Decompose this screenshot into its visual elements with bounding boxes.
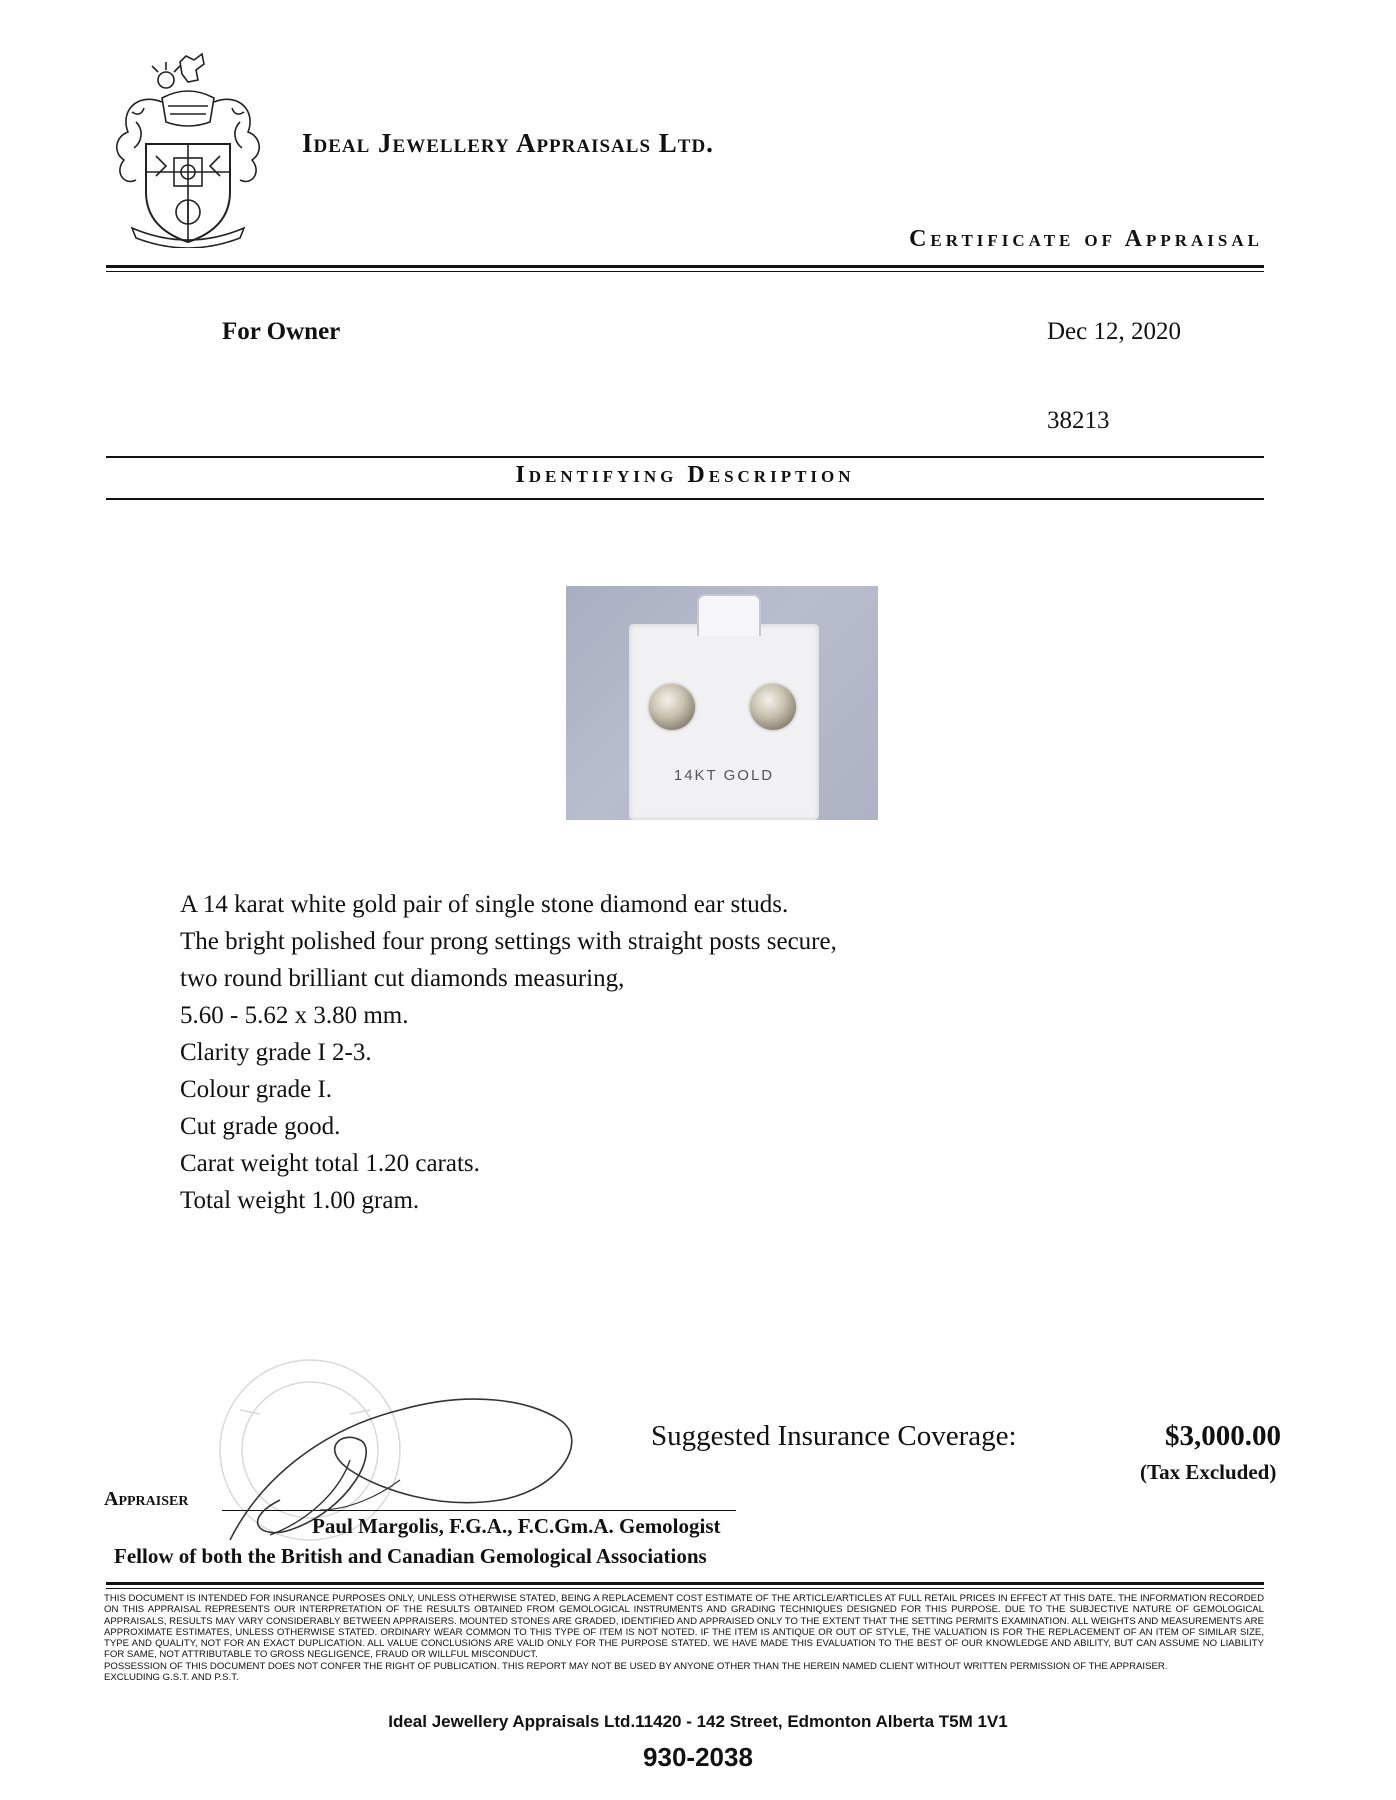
disclaimer-paragraph: THIS DOCUMENT IS INTENDED FOR INSURANCE PURPOSES ONLY, UNLESS OTHERWISE STATED, BEING A REPLACEMENT COST ESTIMATE OF THE ARTICLE/ARTICLES AT FULL RETAIL PRICES IN EFFECT AT THIS DATE. THE INFORMATION RECORDED ON THIS APPRAISAL REPRESENTS OUR INTERPRETATION OF THE RESULTS OBTAINED FROM GEMOLOGICAL INSTRUMENTS AND GRADING TECHNIQUES DESIGNED FOR THIS PURPOSE. DUE TO THE SUBJECTIVE NATURE OF GEMOLOGICAL APPRAISALS, RESULTS MAY VARY CONSIDERABLY BETWEEN APPRAISERS. MOUNTED STONES ARE GRADED, IDENTIFIED AND APPRAISED ONLY TO THE EXTENT THAT THE SETTING PERMITS EXAMINATION. ALL WEIGHTS AND MEASUREMENTS ARE APPROXIMATE ESTIMATES, UNLESS OTHERWISE STATED. ORDINARY WEAR COMMON TO THIS TYPE OF ITEM IS NOT NOTED. IF THE ITEM IS ANTIQUE OR OUT OF STYLE, THE VALUATION IS FOR THE REPLACEMENT OF AN ITEM OF SIMILAR SIZE, TYPE AND QUALITY, NOT FOR AN EXACT DUPLICATION. ALL VALUE CONCLUSIONS ARE VALID ONLY FOR THE PURPOSE STATED. WE HAVE MADE THIS EVALUATION TO THE BEST OF OUR KNOWLEDGE AND ABILITY, BUT CAN ASSUME NO LIABILITY FOR SAME, NOT ATTRIBUTABLE TO GROSS NEGLIGENCE, FRAUD OR WILLFUL MISCONDUCT.	[104, 1593, 1264, 1661]
legal-disclaimer	[104, 1593, 1264, 1683]
appraisal-date: Dec 12, 2020	[1047, 318, 1181, 345]
company-address: Ideal Jewellery Appraisals Ltd.11420 - 142 Street, Edmonton Alberta T5M 1V1	[388, 1712, 1008, 1731]
company-phone: 930-2038	[643, 1742, 753, 1772]
tax-note: (Tax Excluded)	[1140, 1460, 1277, 1484]
description-line: Cut grade good.	[180, 1113, 341, 1140]
item-description	[180, 886, 837, 1219]
section-rule-bottom	[106, 498, 1264, 500]
card-label: 14KT GOLD	[673, 767, 775, 784]
coverage-label: Suggested Insurance Coverage:	[651, 1420, 1017, 1452]
footer-rule-thick	[106, 1582, 1264, 1585]
section-title: Identifying Description	[515, 462, 855, 488]
description-line: A 14 karat white gold pair of single stone diamond ear studs.	[180, 891, 789, 918]
description-line: Total weight 1.00 gram.	[180, 1187, 420, 1214]
coverage-amount: $3,000.00	[1165, 1420, 1281, 1452]
appraiser-credentials: Fellow of both the British and Canadian Gemological Associations	[114, 1544, 707, 1568]
header-rule-thin	[106, 271, 1264, 272]
owner-label: For Owner	[222, 318, 341, 345]
appraiser-name: Paul Margolis, F.G.A., F.C.Gm.A. Gemologist	[312, 1514, 721, 1538]
section-rule-top	[106, 456, 1264, 458]
right-diamond-stud	[750, 684, 796, 730]
description-line: two round brilliant cut diamonds measuring,	[180, 965, 625, 992]
earring-photo	[566, 586, 878, 820]
coat-of-arms-icon	[106, 52, 270, 248]
disclaimer-paragraph: EXCLUDING G.S.T. AND P.S.T.	[104, 1672, 239, 1684]
disclaimer-paragraph: POSSESSION OF THIS DOCUMENT DOES NOT CONFER THE RIGHT OF PUBLICATION. THIS REPORT MAY NOT BE USED BY ANYONE OTHER THAN THE HEREIN NAMED CLIENT WITHOUT WRITTEN PERMISSION OF THE APPRAISER.	[104, 1660, 1168, 1672]
header-rule-thick	[106, 265, 1264, 268]
hang-tab	[697, 594, 761, 636]
left-diamond-stud	[649, 684, 695, 730]
description-line: Carat weight total 1.20 carats.	[180, 1150, 480, 1177]
display-card	[629, 624, 819, 820]
document-title: Certificate of Appraisal	[909, 226, 1263, 252]
description-line: Clarity grade I 2-3.	[180, 1039, 372, 1066]
description-line: The bright polished four prong settings with straight posts secure,	[180, 928, 837, 955]
description-line: 5.60 - 5.62 x 3.80 mm.	[180, 1002, 409, 1029]
reference-number: 38213	[1047, 407, 1110, 434]
description-line: Colour grade I.	[180, 1076, 333, 1103]
company-name: Ideal Jewellery Appraisals Ltd.	[302, 128, 714, 158]
appraiser-label: Appraiser	[104, 1488, 189, 1510]
footer-rule-thin	[106, 1588, 1264, 1589]
